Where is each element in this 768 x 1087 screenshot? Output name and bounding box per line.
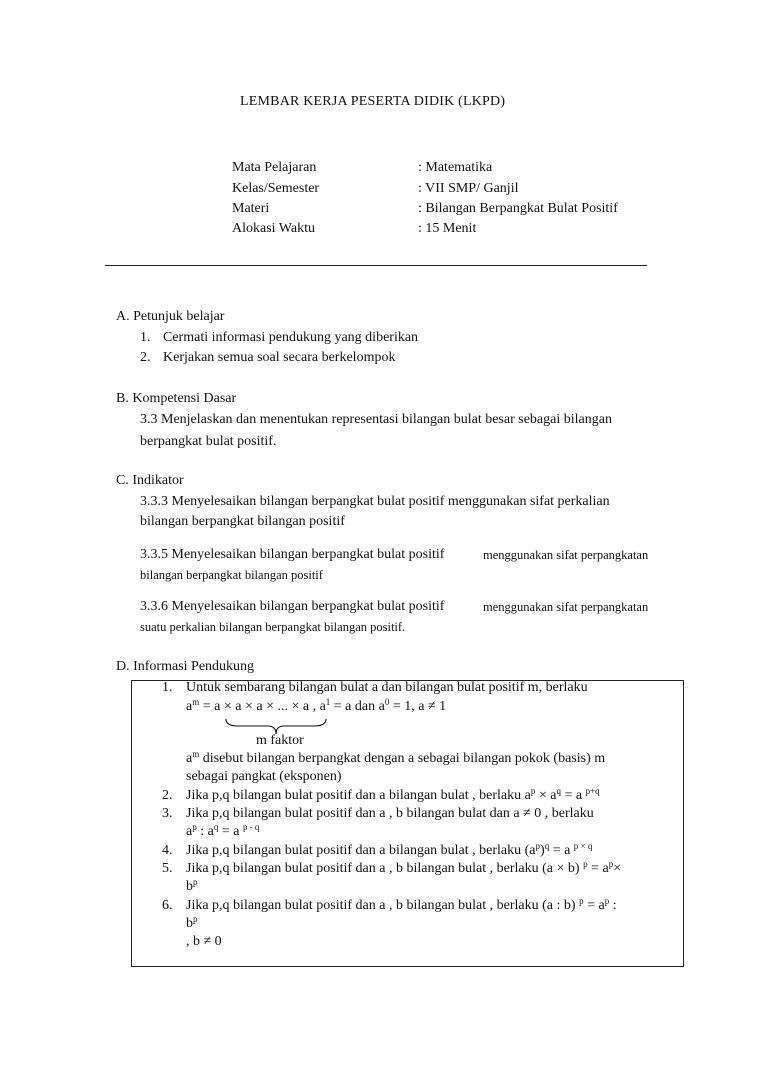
eq-mid2: = a dan a [330,699,385,714]
rule-op: × a [535,788,557,803]
eq-base: a [186,699,193,714]
desc-rest: disebut bilangan berpangkat dengan a sebagai bilangan pokok (basis) m [199,751,606,766]
rule-text: Jika p,q bilangan bulat positif dan a bilangan bulat , berlaku a [186,788,531,803]
meta-value-subject: : Matematika [418,160,493,175]
info-item-1-desc-1: $a^m$ disebut bilangan berpangkat dengan a sebagai bilangan pokok (basis) m [186,749,606,766]
info-item-1-equation [186,699,446,715]
rule-exp: p [535,841,541,851]
info-item-number: 1. [162,680,173,695]
eq-mid: = a × a × a × ... × a , a [199,699,326,714]
info-item-5-line-2 [186,879,198,895]
eq-end: = 1, a ≠ 1 [389,699,447,714]
rule-exp: p [193,877,198,887]
rule-text: Jika p,q bilangan bulat positif dan a , b bilangan bulat , berlaku (a × b) [186,861,584,876]
eq-exp1: 1 [325,697,331,707]
indicator-3-line-2: suatu perkalian bilangan berpangkat bilangan positif. [140,620,406,634]
indicator-1-line-1: 3.3.3 Menyelesaikan bilangan berpangkat bulat positif menggunakan sifat perkalian [140,494,610,509]
rule-op: : a [196,824,214,839]
meta-value-time: : 15 Menit [418,221,477,236]
header-divider [105,265,647,266]
rule-exp: p [608,859,614,869]
indicator-2-line-1-tail: menggunakan sifat perpangkatan [483,548,649,562]
rule-op: b [186,916,193,931]
brace-label: m faktor [256,733,304,748]
rule-exp: p - q [242,822,260,832]
section-b-heading: B. Kompetensi Dasar [116,391,237,406]
rule-exp: p [530,786,536,796]
meta-label-subject: Mata Pelajaran [232,160,317,175]
info-item-number: 6. [162,898,173,913]
rule-op: a [186,824,193,839]
info-item-6-line-1 [186,898,617,914]
indicator-3-line-1: 3.3.6 Menyelesaikan bilangan berpangkat bulat positif [140,599,445,614]
rule-exp: q [556,786,561,796]
desc-exp: m [192,749,200,759]
rule-exp: p [583,859,588,869]
info-item-number: 3. [162,806,173,821]
rule-text: Jika p,q bilangan bulat positif dan a bilangan bulat , berlaku (a [186,843,536,858]
rule-text: Jika p,q bilangan bulat positif dan a , b bilangan bulat , berlaku (a : b) [186,898,580,913]
indicator-1-line-2: bilangan berpangkat bilangan positif [140,514,345,529]
rule-op: = a [560,788,586,803]
section-c-heading: C. Indikator [116,473,184,488]
meta-label-time: Alokasi Waktu [232,221,315,236]
rule-op: = a [587,861,609,876]
eq-exp0: 0 [384,697,390,707]
indicator-3-line-1-tail: menggunakan sifat perpangkatan [483,600,649,614]
rule-op: ) [540,843,545,858]
rule-op: : [609,898,617,913]
indicator-2-line-1: 3.3.5 Menyelesaikan bilangan berpangkat bulat positif [140,547,445,562]
eq-exp: m [192,697,200,707]
rule-exp: p [579,896,584,906]
info-item-number: 5. [162,861,173,876]
rule-exp: p [192,822,197,832]
list-item-number: 1. [140,330,151,345]
rule-op: = a [549,843,574,858]
list-item: Cermati informasi pendukung yang diberikan [163,330,419,345]
meta-label-class: Kelas/Semester [232,181,320,196]
list-item: Kerjakan semua soal secara berkelompok [163,350,396,365]
page-title: LEMBAR KERJA PESERTA DIDIK (LKPD) [240,94,506,109]
rule-op: = a [218,824,243,839]
rule-exp: p+q [585,786,600,796]
rule-exp: p [604,896,610,906]
rule-exp: p × q [573,841,593,851]
rule-op: × [613,861,622,876]
indicator-2-line-2: bilangan berpangkat bilangan positif [140,568,323,582]
rule-exp: q [544,841,550,851]
rule-op: = a [583,898,605,913]
competency-line-1: 3.3 Menjelaskan dan menentukan representasi bilangan bulat besar sebagai bilangan [140,412,612,427]
section-d-heading: D. Informasi Pendukung [116,659,255,674]
info-item-1-desc-2: sebagai pangkat (eksponen) [186,769,342,784]
competency-line-2: berpangkat bulat positif. [140,434,277,449]
info-item-4 [186,843,592,859]
info-item-1-line-1: Untuk sembarang bilangan bulat a dan bilangan bulat positif m, berlaku [186,680,588,695]
info-item-3-line-1: Jika p,q bilangan bulat positif dan a , b bilangan bulat dan a ≠ 0 , berlaku [186,806,594,821]
info-item-5-line-1 [186,861,621,877]
rule-exp: p [193,914,198,924]
info-item-2 [186,788,600,804]
rule-op: b [186,879,193,894]
meta-value-class: : VII SMP/ Ganjil [418,181,519,196]
info-item-3-line-2 [186,824,259,840]
info-item-6-line-2 [186,916,198,932]
rule-exp: q [213,822,219,832]
info-item-6-line-3: , b ≠ 0 [186,934,222,949]
list-item-number: 2. [140,350,151,365]
meta-value-material: : Bilangan Berpangkat Bulat Positif [418,201,618,216]
info-item-number: 4. [162,843,173,858]
section-a-heading: A. Petunjuk belajar [116,309,225,324]
info-item-number: 2. [162,788,173,803]
meta-label-material: Materi [232,201,270,216]
